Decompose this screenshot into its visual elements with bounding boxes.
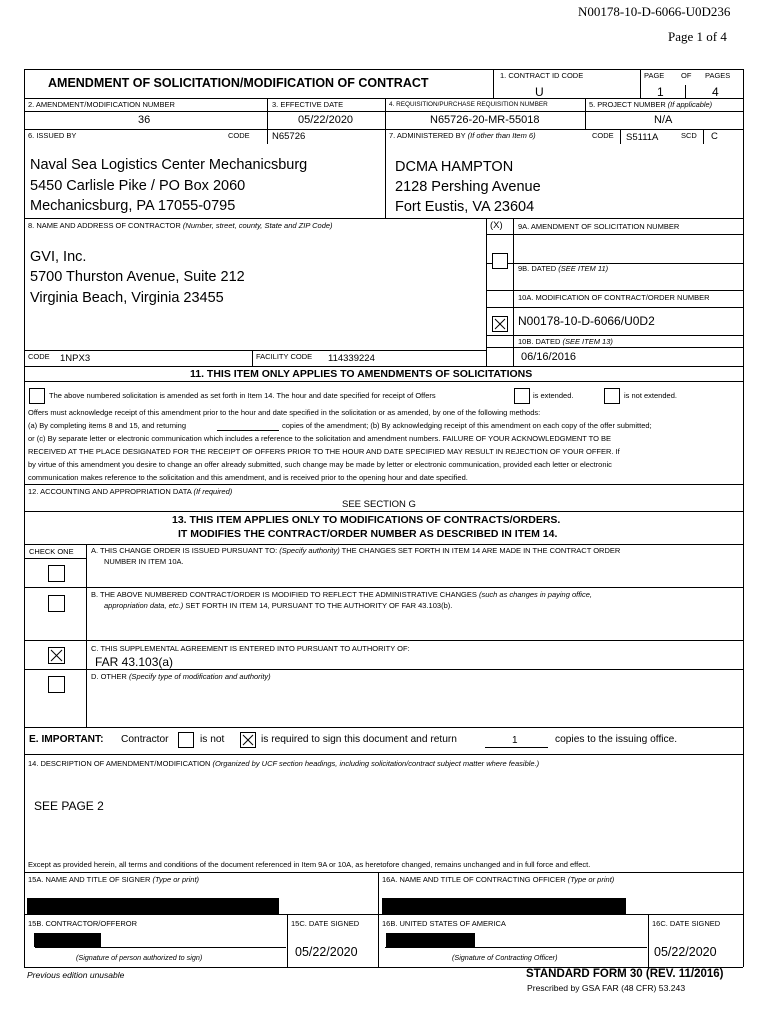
issuer-line-3: Mechanicsburg, PA 17055-0795	[30, 198, 236, 214]
extended-checkbox[interactable]	[514, 388, 530, 404]
is-not-checkbox[interactable]	[178, 732, 194, 748]
copies-underline	[485, 747, 548, 748]
item6-code-label: CODE	[228, 131, 250, 140]
item13c-label: C. THIS SUPPLEMENTAL AGREEMENT IS ENTERED INTO PURSUANT TO AUTHORITY OF:	[91, 644, 410, 653]
check-one-label: CHECK ONE	[29, 547, 74, 556]
rule-v-15c	[287, 914, 288, 967]
item11-para-4: RECEIVED AT THE PLACE DESIGNATED FOR THE RECEIPT OF OFFERS PRIOR TO THE HOUR AND DATE SPECIFIED MAY RESULT IN REJECTION OF YOUR OFFER. If	[28, 447, 620, 456]
rule-v-x-col2	[513, 218, 514, 366]
form-right-border	[743, 69, 744, 967]
item11-para-6: communication makes reference to the solicitation and this amendment, and is received prior to the opening hour and date specified.	[28, 473, 468, 482]
pages-total-value: 4	[712, 85, 719, 99]
prescribed-note: Prescribed by GSA FAR (48 CFR) 53.243	[527, 983, 686, 993]
contract-id-value: U	[535, 85, 544, 99]
administrator-line-1: DCMA HAMPTON	[395, 159, 514, 175]
redaction-contractor-signature	[34, 933, 101, 947]
rule-v-item1	[493, 69, 494, 98]
rule-row2-mid	[24, 111, 743, 112]
item5-value: N/A	[654, 114, 673, 126]
except-text: Except as provided herein, all terms and conditions of the document referenced in Item 9A or 10A, as heretofore changed, remains unchanged and in full force and effect.	[28, 860, 591, 869]
sig-line-15b	[35, 947, 286, 948]
rule-v-item4	[385, 98, 386, 218]
item16b-label: 16B. UNITED STATES OF AMERICA	[382, 919, 506, 928]
item11-para-5: by virtue of this amendment you desire to change an offer already submitted, such change may be made by letter or electronic communication, provided each letter or electronic	[28, 460, 612, 469]
rule-item11-top	[24, 366, 743, 367]
rule-10a-bottom	[486, 335, 743, 336]
rule-10b	[486, 347, 743, 348]
contract-id-label: 1. CONTRACT ID CODE	[500, 71, 584, 80]
item8-label: 8. NAME AND ADDRESS OF CONTRACTOR (Number, street, county, State and ZIP Code)	[28, 221, 333, 230]
item10a-label: 10A. MODIFICATION OF CONTRACT/ORDER NUMBER	[518, 293, 710, 302]
x-checkbox-icon	[49, 648, 64, 663]
document-number: N00178-10-D-6066-U0D236	[578, 4, 731, 19]
redaction-officer-signature	[386, 933, 475, 947]
contractor-line-2: 5700 Thurston Avenue, Suite 212	[30, 269, 245, 285]
item13-heading-2: IT MODIFIES THE CONTRACT/ORDER NUMBER AS DESCRIBED IN ITEM 14.	[178, 528, 558, 540]
of-label: OF	[681, 71, 692, 80]
item2-value: 36	[138, 114, 151, 126]
item3-value: 05/22/2020	[298, 114, 354, 126]
item7-code-value: S5111A	[626, 132, 659, 143]
extended-label: is extended.	[533, 391, 574, 400]
rule-checkone	[24, 558, 86, 559]
item11-heading: 11. THIS ITEM ONLY APPLIES TO AMENDMENTS OF SOLICITATIONS	[190, 368, 533, 380]
issuer-line-1: Naval Sea Logistics Center Mechanicsburg	[30, 157, 308, 173]
item13d-label: D. OTHER (Specify type of modification and authority)	[91, 672, 271, 681]
rule-v-scd	[703, 129, 704, 144]
item7-code-label: CODE	[592, 131, 614, 140]
rule-row8	[24, 218, 743, 219]
rule-v-item5	[585, 98, 586, 129]
item10b-label: 10B. DATED (SEE ITEM 13)	[518, 337, 613, 346]
not-extended-label: is not extended.	[624, 391, 677, 400]
is-required-checkbox[interactable]	[240, 732, 256, 748]
page-value: 1	[657, 85, 664, 99]
item2-label: 2. AMENDMENT/MODIFICATION NUMBER	[28, 100, 175, 109]
redaction-officer-name	[382, 898, 626, 915]
rule-v-16c	[648, 914, 649, 967]
item4-label: 4. REQUISITION/PURCHASE REQUISITION NUMBER	[389, 101, 548, 108]
rule-item11-head	[24, 381, 743, 382]
contractor-line-1: GVI, Inc.	[30, 249, 87, 265]
previous-edition-note: Previous edition unusable	[27, 970, 125, 980]
item5-label: 5. PROJECT NUMBER (If applicable)	[589, 100, 713, 109]
important-label: E. IMPORTANT:	[29, 734, 104, 745]
rule-10a	[486, 307, 743, 308]
form-top-border	[24, 69, 743, 70]
item13b-checkbox[interactable]	[48, 595, 65, 612]
rule-item12	[24, 484, 743, 485]
item15c-label: 15C. DATE SIGNED	[291, 919, 360, 928]
item13b-line2: appropriation data, etc.) SET FORTH IN ITEM 14, PURSUANT TO THE AUTHORITY OF FAR 43.103(b).	[104, 601, 453, 610]
rule-v-x-col	[486, 218, 487, 366]
rule-check-head	[24, 544, 743, 545]
item6-label: 6. ISSUED BY	[28, 131, 77, 140]
item15a-label: 15A. NAME AND TITLE OF SIGNER (Type or print)	[28, 875, 200, 884]
rule-e	[24, 754, 743, 755]
facility-code-value: 114339224	[328, 353, 375, 364]
rule-item13	[24, 511, 743, 512]
rule-v-facility	[252, 350, 253, 366]
redaction-signer-name	[27, 898, 279, 915]
rule-b	[24, 640, 743, 641]
form-name: STANDARD FORM 30 (REV. 11/2016)	[526, 968, 724, 980]
item15b-sig-note: (Signature of person authorized to sign)	[76, 953, 203, 962]
item8-code-value: 1NPX3	[60, 353, 91, 364]
item10b-value: 06/16/2016	[521, 351, 577, 363]
item10a-checkbox[interactable]	[492, 316, 508, 332]
item11-solicitation-checkbox[interactable]	[29, 388, 45, 404]
item9b-label: 9B. DATED (SEE ITEM 11)	[518, 264, 609, 273]
rule-v-item3	[267, 98, 268, 129]
form-title: AMENDMENT OF SOLICITATION/MODIFICATION OF CONTRACT	[48, 76, 429, 90]
item13a-line1: A. THIS CHANGE ORDER IS ISSUED PURSUANT TO: (Specify authority) THE CHANGES SET FORTH IN ITEM 14 ARE MADE IN THE CONTRACT ORDER	[91, 546, 621, 555]
item7-scd-label: SCD	[681, 131, 697, 140]
item8-code-label: CODE	[28, 352, 50, 361]
item12-value: SEE SECTION G	[342, 499, 416, 510]
item7-scd-value: C	[711, 131, 718, 142]
rule-d	[24, 727, 743, 728]
issuer-line-2: 5450 Carlisle Pike / PO Box 2060	[30, 178, 246, 194]
rule-9b-bottom	[486, 290, 743, 291]
item7-label: 7. ADMINISTERED BY (If other than Item 6)	[389, 131, 536, 140]
rule-v-page	[640, 69, 641, 98]
item4-value: N65726-20-MR-55018	[430, 114, 540, 126]
item16a-label: 16A. NAME AND TITLE OF CONTRACTING OFFICER (Type or print)	[382, 875, 615, 884]
item13a-checkbox[interactable]	[48, 565, 65, 582]
not-extended-checkbox[interactable]	[604, 388, 620, 404]
rule-v-of	[685, 85, 686, 98]
facility-code-label: FACILITY CODE	[256, 352, 313, 361]
administrator-line-2: 2128 Pershing Avenue	[395, 179, 541, 195]
item16c-label: 16C. DATE SIGNED	[652, 919, 721, 928]
item14-value: SEE PAGE 2	[34, 799, 104, 813]
item3-label: 3. EFFECTIVE DATE	[272, 100, 344, 109]
item13c-checkbox[interactable]	[48, 647, 65, 664]
copies-blank-line	[217, 430, 279, 431]
copies-value: 1	[512, 735, 518, 746]
rule-v-checkone	[86, 544, 87, 727]
x-checkbox-icon	[241, 733, 255, 747]
item13-heading-1: 13. THIS ITEM APPLIES ONLY TO MODIFICATIONS OF CONTRACTS/ORDERS.	[172, 514, 561, 526]
item16c-value: 05/22/2020	[654, 945, 717, 959]
form-left-border	[24, 69, 25, 967]
item11-para-2b: copies of the amendment; (b) By acknowledging receipt of this amendment on each copy of the offer submitted;	[282, 421, 652, 430]
item13d-checkbox[interactable]	[48, 676, 65, 693]
item16b-sig-note: (Signature of Contracting Officer)	[452, 953, 558, 962]
item12-label: 12. ACCOUNTING AND APPROPRIATION DATA (If required)	[28, 487, 233, 496]
x-column-label: (X)	[490, 220, 503, 231]
pages-label: PAGES	[705, 71, 731, 80]
item15c-value: 05/22/2020	[295, 945, 358, 959]
item13a-line2: NUMBER IN ITEM 10A.	[104, 557, 184, 566]
is-required-label: is required to sign this document and return	[261, 734, 457, 745]
important-contractor: Contractor	[121, 734, 169, 745]
item11-para-2a: (a) By completing items 8 and 15, and returning	[28, 421, 187, 430]
item6-code-value: N65726	[272, 131, 306, 142]
page-indicator: Page 1 of 4	[668, 29, 727, 44]
rule-v-code6	[267, 129, 268, 144]
contractor-line-3: Virginia Beach, Virginia 23455	[30, 290, 224, 306]
item14-label: 14. DESCRIPTION OF AMENDMENT/MODIFICATION (Organized by UCF section headings, including solicitation/contract subject matter where feasible.)	[28, 759, 540, 768]
x-checkbox-icon	[493, 317, 507, 331]
item9a-label: 9A. AMENDMENT OF SOLICITATION NUMBER	[518, 222, 680, 231]
page-label: PAGE	[644, 71, 665, 80]
item9a-checkbox[interactable]	[492, 253, 508, 269]
item11-para-3: or (c) By separate letter or electronic communication which includes a reference to the solicitation and amendment numbers. FAILURE OF YOUR ACKNOWLEDGMENT TO BE	[28, 434, 612, 443]
rule-row2	[24, 98, 743, 99]
rule-a	[24, 587, 743, 588]
rule-v-code7	[620, 129, 621, 144]
item13c-value: FAR 43.103(a)	[95, 655, 174, 669]
copies-tail: copies to the issuing office.	[555, 734, 678, 745]
item10a-value: N00178-10-D-6066/U0D2	[518, 314, 655, 328]
item11-line1: The above numbered solicitation is amended as set forth in Item 14. The hour and date specified for receipt of Offers	[49, 391, 436, 400]
rule-v-15-16	[378, 872, 379, 967]
rule-item15	[24, 872, 743, 873]
item13b-line1: B. THE ABOVE NUMBERED CONTRACT/ORDER IS MODIFIED TO REFLECT THE ADMINISTRATIVE CHANGES (such as changes in paying office,	[91, 590, 592, 599]
sig-line-16b	[385, 947, 647, 948]
rule-code-row	[24, 350, 486, 351]
administrator-line-3: Fort Eustis, VA 23604	[395, 199, 535, 215]
item15b-label: 15B. CONTRACTOR/OFFEROR	[28, 919, 138, 928]
is-not-label: is not	[200, 734, 225, 745]
rule-row6	[24, 129, 743, 130]
item11-para-1: Offers must acknowledge receipt of this amendment prior to the hour and date specified in the solicitation or as amended, by one of the following methods:	[28, 408, 541, 417]
rule-c	[24, 669, 743, 670]
rule-9a	[486, 234, 743, 235]
